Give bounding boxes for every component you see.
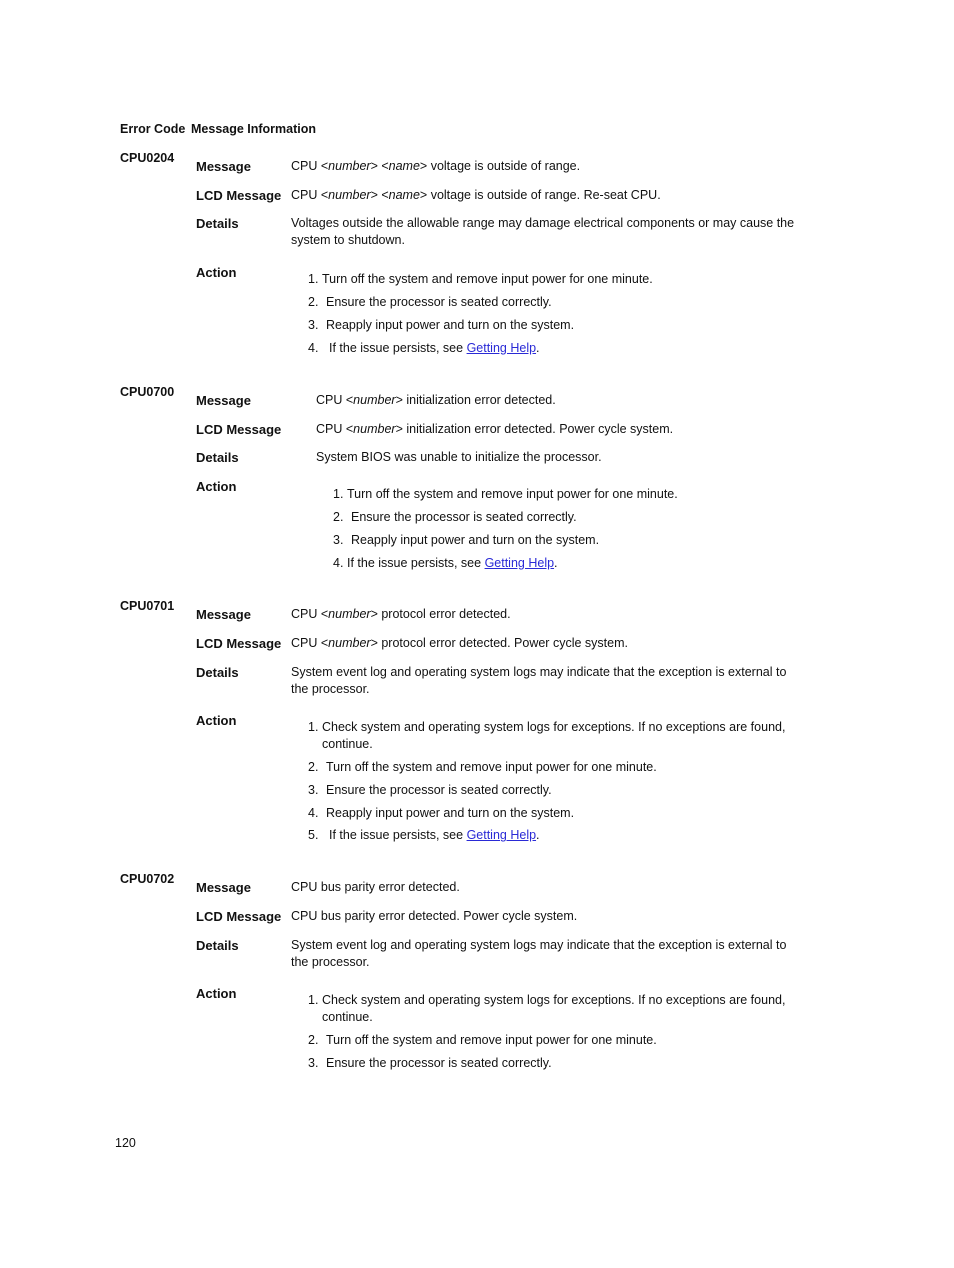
list-item: 3. Ensure the processor is seated correctly. xyxy=(308,782,552,797)
lcd-message-label: LCD Message xyxy=(196,422,282,437)
error-code: CPU0700 xyxy=(120,385,175,399)
list-item: 4. If the issue persists, see Getting Help. xyxy=(308,340,540,355)
lcd-message-label: LCD Message xyxy=(196,636,282,651)
page-number: 120 xyxy=(115,1136,136,1150)
list-item: 1. Turn off the system and remove input power for one minute. xyxy=(333,487,678,501)
lcd-message-value: CPU bus parity error detected. Power cycle system. xyxy=(291,909,578,923)
details-value: System event log and operating system logs may indicate that the exception is external to the processor. xyxy=(291,665,787,696)
error-code: CPU0204 xyxy=(120,151,175,165)
details-label: Details xyxy=(196,216,239,231)
action-list xyxy=(308,719,803,850)
details-value: System BIOS was unable to initialize the processor. xyxy=(316,450,602,464)
list-item: 3. Reapply input power and turn on the system. xyxy=(308,317,575,332)
action-label: Action xyxy=(196,479,237,494)
message-value: CPU <number> <name> voltage is outside of range. xyxy=(291,159,581,173)
header-message-information: Message Information xyxy=(191,122,317,136)
table-header xyxy=(120,121,316,138)
lcd-message-value: CPU <number> initialization error detected. Power cycle system. xyxy=(316,422,674,436)
list-item: 2. Ensure the processor is seated correctly. xyxy=(308,294,552,309)
list-item: 3. Reapply input power and turn on the system. xyxy=(333,532,600,547)
details-label: Details xyxy=(196,938,239,953)
lcd-message-value: CPU <number> <name> voltage is outside of range. Re-seat CPU. xyxy=(291,188,661,202)
getting-help-link[interactable]: Getting Help xyxy=(466,828,537,843)
list-item: 4. Reapply input power and turn on the system. xyxy=(308,805,575,820)
list-item: 1. Check system and operating system logs for exceptions. If no exceptions are found, continue. xyxy=(308,993,786,1024)
lcd-message-label: LCD Message xyxy=(196,909,282,924)
action-list xyxy=(333,486,828,578)
action-label: Action xyxy=(196,713,237,728)
list-item: 5. If the issue persists, see Getting Help. xyxy=(308,828,540,843)
details-value: Voltages outside the allowable range may damage electrical components or may cause the system to shutdown. xyxy=(291,216,795,247)
action-list xyxy=(308,992,803,1078)
lcd-message-label: LCD Message xyxy=(196,188,282,203)
details-label: Details xyxy=(196,450,239,465)
message-label: Message xyxy=(196,607,251,622)
details-value: System event log and operating system logs may indicate that the exception is external to the processor. xyxy=(291,938,787,969)
details-label: Details xyxy=(196,665,239,680)
error-code: CPU0702 xyxy=(120,872,175,886)
message-value: CPU <number> initialization error detected. xyxy=(316,393,556,407)
action-label: Action xyxy=(196,986,237,1001)
message-value: CPU <number> protocol error detected. xyxy=(291,607,511,621)
message-value: CPU bus parity error detected. xyxy=(291,880,460,894)
list-item: 3. Ensure the processor is seated correctly. xyxy=(308,1055,552,1070)
lcd-message-value: CPU <number> protocol error detected. Power cycle system. xyxy=(291,636,628,650)
message-label: Message xyxy=(196,880,251,895)
action-list xyxy=(308,271,803,363)
list-item: 2. Turn off the system and remove input power for one minute. xyxy=(308,759,657,774)
header-error-code: Error Code xyxy=(120,122,186,136)
getting-help-link[interactable]: Getting Help xyxy=(484,555,555,570)
list-item: 4. If the issue persists, see Getting Help. xyxy=(333,555,558,570)
error-code: CPU0701 xyxy=(120,599,175,613)
list-item: 2. Turn off the system and remove input power for one minute. xyxy=(308,1032,657,1047)
action-label: Action xyxy=(196,265,237,280)
message-label: Message xyxy=(196,159,251,174)
list-item: 2. Ensure the processor is seated correctly. xyxy=(333,509,577,524)
message-label: Message xyxy=(196,393,251,408)
list-item: 1. Check system and operating system logs for exceptions. If no exceptions are found, continue. xyxy=(308,720,786,751)
list-item: 1. Turn off the system and remove input power for one minute. xyxy=(308,272,653,286)
getting-help-link[interactable]: Getting Help xyxy=(466,340,537,355)
